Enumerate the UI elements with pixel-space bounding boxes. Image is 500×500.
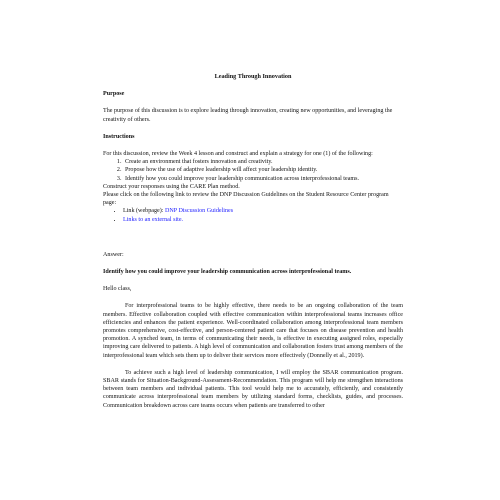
link-list bbox=[103, 207, 403, 223]
purpose-heading: Purpose bbox=[103, 91, 125, 98]
answer-paragraph: To achieve such a high level of leadership communication, I will employ the SBAR communication program. SBAR stands for Situation-Background-Assessment-Recommendation. This program will help me strengthen interactions between team members and individual patients. This tool would help me to accurately, efficiently, and consistently communicate across interprofessional team members by utilizing standard forms, checklists, guides, and processes. Communication breakdown across care teams occurs when patients are transferred to other bbox=[103, 369, 403, 409]
instructions-list-item: 1. Create an environment that fosters innovation and creativity. bbox=[123, 158, 403, 166]
link-prefix: Link (webpage): bbox=[123, 208, 165, 215]
instructions-intro: For this discussion, review the Week 4 lesson and construct and explain a strategy for one (1) of the following: bbox=[103, 151, 373, 158]
answer-heading: Identify how you could improve your leadership communication across interprofessional teams. bbox=[103, 269, 352, 276]
instructions-heading: Instructions bbox=[103, 133, 135, 140]
document-title: Leading Through Innovation bbox=[214, 73, 292, 80]
link-intro: Please click on the following link to review the DNP Discussion Guidelines on the Student Resource Center program page: bbox=[103, 192, 389, 207]
document-page bbox=[103, 73, 403, 419]
external-site-link[interactable]: Links to an external site. bbox=[123, 216, 184, 223]
instructions-list-item: 2. Propose how the use of adaptive leadership will affect your leadership identity. bbox=[123, 166, 403, 174]
instructions-list bbox=[103, 158, 403, 183]
care-plan-line: Construct your responses using the CARE Plan method. bbox=[103, 183, 240, 190]
link-list-item bbox=[123, 207, 403, 215]
greeting: Hello class, bbox=[103, 286, 132, 293]
instructions-list-item: 3. Identify how you could improve your leadership communication across interprofessional teams. bbox=[123, 175, 403, 183]
purpose-text: The purpose of this discussion is to explore leading through innovation, creating new opportunities, and leveraging the creativity of others. bbox=[103, 108, 393, 123]
link-list-item bbox=[123, 216, 403, 224]
answer-paragraph: For interprofessional teams to be highly effective, there needs to be an ongoing collaboration of the team members. Effective collaboration coupled with effective communication within interprofessional teams increases office efficiencies and enhances the patient experience. Well-coordinated collaboration among interprofessional team members promotes comprehensive, cost-effective, and person-centered patient care that focuses on disease prevention and health promotion. A synched team, in terms of communicating their needs, is effective in executing assigned roles, especially improving care delivered to patients. A high level of communication and collaboration fosters trust among members of the interprofessional team which sets them up to deliver their services more effectively (Donnelly et al., 2019). bbox=[103, 303, 403, 359]
answer-label: Answer: bbox=[103, 251, 124, 258]
dnp-guidelines-link[interactable]: DNP Discussion Guidelines bbox=[164, 208, 234, 215]
